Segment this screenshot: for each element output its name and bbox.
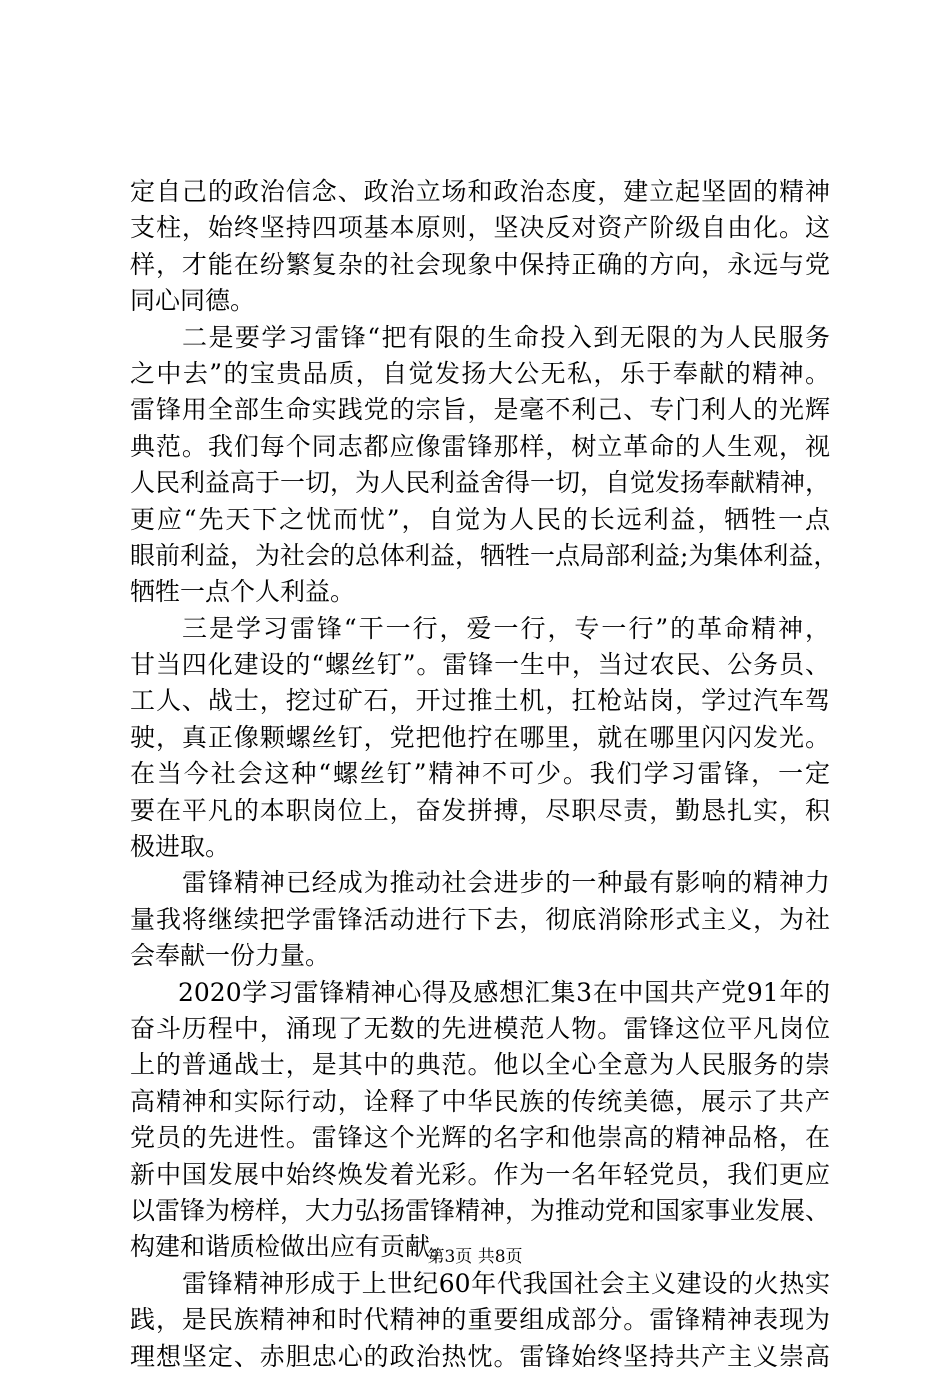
text-line: 样，才能在纷繁复杂的社会现象中保持正确的方向，永远与党 — [130, 249, 830, 279]
text-line: 以雷锋为榜样，大力弘扬雷锋精神，为推动党和国家事业发展、 — [130, 1195, 831, 1225]
text-line: 眼前利益，为社会的总体利益，牺牲一点局部利益;为集体利益， — [130, 540, 839, 570]
text-line: 支柱，始终坚持四项基本原则，坚决反对资产阶级自由化。这 — [130, 213, 830, 243]
text-line: 极进取。 — [130, 832, 231, 862]
text-line: 会奉献一份力量。 — [130, 941, 331, 971]
text-line: 量我将继续把学雷锋活动进行下去，彻底消除形式主义，为社 — [130, 904, 830, 934]
text-line: 构建和谐质检做出应有贡献。 — [130, 1232, 456, 1262]
text-line: 高精神和实际行动，诠释了中华民族的传统美德，展示了共产 — [130, 1086, 830, 1116]
page-footer: 第3页 共8页 — [427, 1247, 523, 1267]
text-line: 同心同德。 — [130, 286, 256, 316]
text-line: 要在平凡的本职岗位上，奋发拼搏，尽职尽责，勤恳扎实，积 — [130, 795, 830, 825]
text-line: 工人、战士，挖过矿石，开过推土机，扛枪站岗，学过汽车驾 — [130, 686, 830, 716]
text-line: 理想坚定、赤胆忠心的政治热忱。雷锋始终坚持共产主义崇高 — [130, 1341, 830, 1371]
text-line: 三是学习雷锋“干一行，爱一行，专一行”的革命精神， — [182, 613, 830, 643]
text-line: 2020学习雷锋精神心得及感想汇集3在中国共产党91年的 — [178, 977, 830, 1007]
text-line: 定自己的政治信念、政治立场和政治态度，建立起坚固的精神 — [130, 177, 830, 206]
text-line: 人民利益高于一切，为人民利益舍得一切，自觉发扬奉献精神， — [130, 468, 831, 498]
text-line: 奋斗历程中，涌现了无数的先进模范人物。雷锋这位平凡岗位 — [130, 1013, 830, 1043]
text-line: 雷锋精神形成于上世纪60年代我国社会主义建设的火热实 — [182, 1268, 830, 1298]
text-line: 典范。我们每个同志都应像雷锋那样，树立革命的人生观，视 — [130, 431, 830, 461]
text-line: 在当今社会这种“螺丝钉”精神不可少。我们学习雷锋，一定 — [130, 759, 830, 789]
text-line: 牺牲一点个人利益。 — [130, 577, 356, 607]
text-line: 上的普通战士，是其中的典范。他以全心全意为人民服务的崇 — [130, 1050, 830, 1080]
text-line: 驶，真正像颗螺丝钉，党把他拧在哪里，就在哪里闪闪发光。 — [130, 722, 830, 752]
text-line: 之中去”的宝贵品质，自觉发扬大公无私，乐于奉献的精神。 — [130, 358, 830, 388]
text-line: 二是要学习雷锋“把有限的生命投入到无限的为人民服务 — [182, 322, 830, 352]
text-line: 新中国发展中始终焕发着光彩。作为一名年轻党员，我们更应 — [130, 1159, 830, 1189]
text-line: 雷锋精神已经成为推动社会进步的一种最有影响的精神力 — [182, 868, 830, 898]
text-line: 更应“先天下之忧而忧”，自觉为人民的长远利益，牺牲一点 — [130, 504, 830, 534]
text-line: 雷锋用全部生命实践党的宗旨，是毫不利己、专门利人的光辉 — [130, 395, 830, 425]
text-line: 甘当四化建设的“螺丝钉”。雷锋一生中，当过农民、公务员、 — [130, 650, 830, 680]
text-line: 践，是民族精神和时代精神的重要组成部分。雷锋精神表现为 — [130, 1305, 830, 1335]
document-body — [130, 174, 839, 1375]
text-line: 党员的先进性。雷锋这个光辉的名字和他崇高的精神品格，在 — [130, 1123, 830, 1153]
